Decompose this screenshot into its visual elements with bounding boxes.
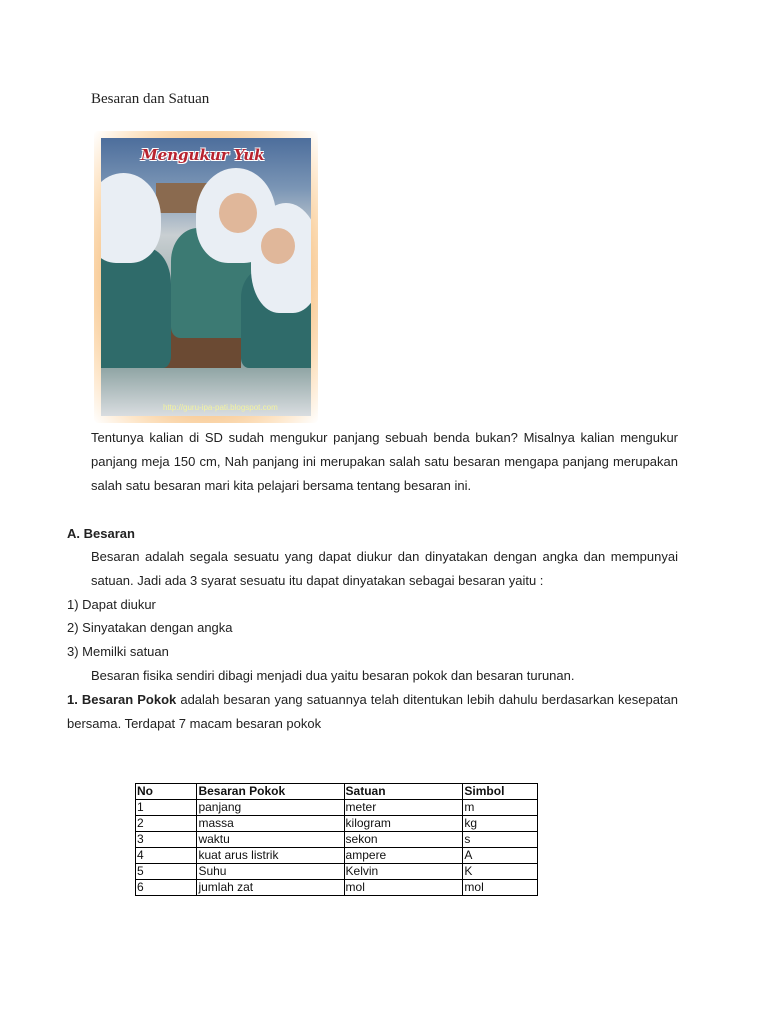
cell-simbol: kg — [463, 816, 538, 832]
list-item: 3) Memilki satuan — [67, 644, 169, 659]
table-header-row — [136, 784, 538, 800]
cell-satuan: meter — [344, 800, 463, 816]
cell-simbol: A — [463, 848, 538, 864]
cell-satuan: mol — [344, 880, 463, 896]
division-paragraph: Besaran fisika sendiri dibagi menjadi dua yaitu besaran pokok dan besaran turunan. — [91, 668, 575, 683]
besaran-pokok-paragraph — [67, 688, 678, 736]
intro-paragraph: Tentunya kalian di SD sudah mengukur panjang sebuah benda bukan? Misalnya kalian mengukur panjang meja 150 cm, Nah panjang ini merupakan salah satu besaran mengapa panjang merupakan salah satu besaran mari kita pelajari bersama tentang besaran ini. — [91, 430, 678, 493]
header-simbol: Simbol — [463, 784, 538, 800]
table-row — [136, 864, 538, 880]
cell-besaran: kuat arus listrik — [197, 848, 344, 864]
cell-no: 6 — [136, 880, 197, 896]
image-credit: http://guru-ipa-pati.blogspot.com — [163, 403, 278, 412]
cell-no: 2 — [136, 816, 197, 832]
cell-simbol: K — [463, 864, 538, 880]
cell-no: 5 — [136, 864, 197, 880]
header-besaran-pokok: Besaran Pokok — [197, 784, 344, 800]
table-row — [136, 848, 538, 864]
besaran-definition: Besaran adalah segala sesuatu yang dapat diukur dan dinyatakan dengan angka dan mempunyai satuan. Jadi ada 3 syarat sesuatu itu dapat dinyatakan sebagai besaran yaitu : — [91, 549, 678, 588]
image-banner: Mengukur Yuk — [141, 146, 265, 164]
table-row — [136, 880, 538, 896]
section-a-heading: A. Besaran — [67, 526, 135, 541]
cell-besaran: massa — [197, 816, 344, 832]
cell-no: 1 — [136, 800, 197, 816]
cell-satuan: kilogram — [344, 816, 463, 832]
cell-satuan: Kelvin — [344, 864, 463, 880]
list-item: 2) Sinyatakan dengan angka — [67, 620, 233, 635]
cell-no: 4 — [136, 848, 197, 864]
illustration-frame — [94, 131, 318, 423]
cell-besaran: Suhu — [197, 864, 344, 880]
page-title: Besaran dan Satuan — [91, 91, 210, 107]
cell-satuan: ampere — [344, 848, 463, 864]
cell-besaran: jumlah zat — [197, 880, 344, 896]
table-row — [136, 832, 538, 848]
table-row — [136, 800, 538, 816]
cell-besaran: panjang — [197, 800, 344, 816]
besaran-pokok-text: adalah besaran yang satuannya telah ditentukan lebih dahulu berdasarkan kesepatan bersama. Terdapat 7 macam besaran pokok — [67, 692, 678, 731]
besaran-pokok-table — [135, 783, 538, 896]
cell-simbol: mol — [463, 880, 538, 896]
list-item: 1) Dapat diukur — [67, 597, 156, 612]
students-measuring-photo — [101, 138, 311, 416]
besaran-pokok-label: 1. Besaran Pokok — [67, 692, 177, 707]
header-no: No — [136, 784, 197, 800]
table-row — [136, 816, 538, 832]
cell-besaran: waktu — [197, 832, 344, 848]
cell-simbol: s — [463, 832, 538, 848]
header-satuan: Satuan — [344, 784, 463, 800]
cell-simbol: m — [463, 800, 538, 816]
cell-no: 3 — [136, 832, 197, 848]
cell-satuan: sekon — [344, 832, 463, 848]
